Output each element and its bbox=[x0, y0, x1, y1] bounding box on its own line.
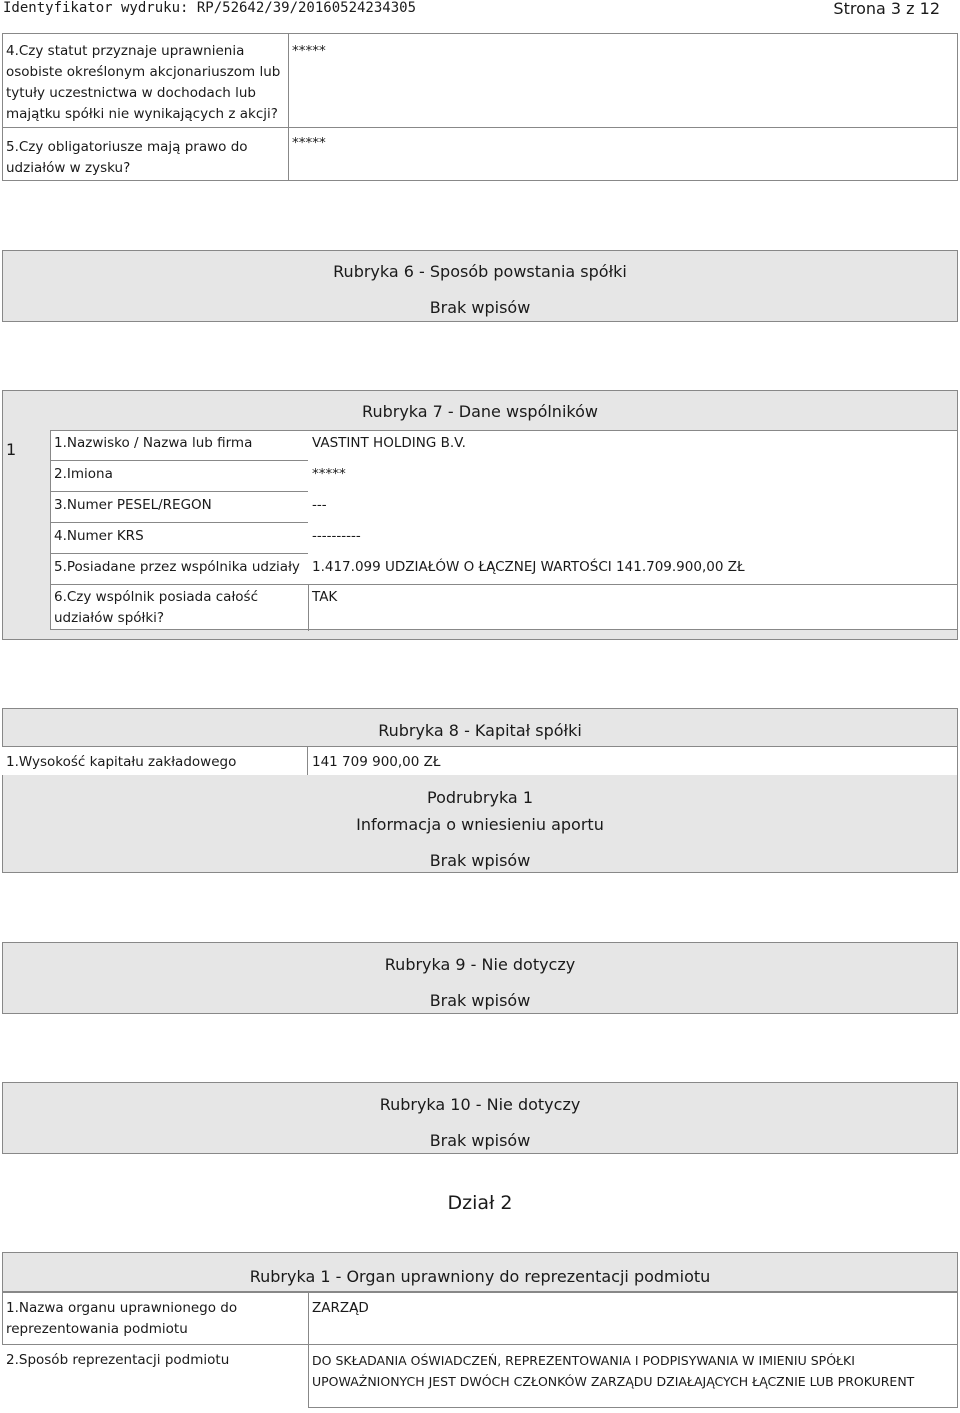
dzial2-title: Dział 2 bbox=[447, 1192, 513, 1214]
subrubryka1-subtitle: Informacja o wniesieniu aportu bbox=[356, 815, 604, 834]
rubryka7-title: Rubryka 7 - Dane wspólników bbox=[362, 402, 598, 421]
partner-pesel-label: 3.Numer PESEL/REGON bbox=[54, 497, 212, 513]
rubryka9-empty: Brak wpisów bbox=[429, 991, 531, 1010]
subrubryka1-title: Podrubryka 1 bbox=[427, 788, 533, 807]
partner-shares-label: 5.Posiadane przez wspólnika udziały bbox=[54, 559, 300, 575]
partner-all-shares-value: TAK bbox=[312, 589, 338, 605]
rubryka8-title: Rubryka 8 - Kapitał spółki bbox=[378, 721, 582, 740]
capital-value: 141 709 900,00 ZŁ bbox=[312, 754, 441, 770]
partner-krs-value: ---------- bbox=[312, 528, 361, 544]
representation-label: 2.Sposób reprezentacji podmiotu bbox=[6, 1352, 230, 1368]
partner-name-label: 1.Nazwisko / Nazwa lub firma bbox=[54, 435, 253, 451]
rubryka9-title: Rubryka 9 - Nie dotyczy bbox=[384, 955, 576, 974]
organ-name-label: 1.Nazwa organu uprawnionego do reprezentowania podmiotu bbox=[6, 1300, 238, 1337]
page-number: Strona 3 z 12 bbox=[833, 0, 940, 18]
row4-value: ***** bbox=[292, 43, 326, 59]
row5-label: 5.Czy obligatoriusze mają prawo do udziałów w zysku? bbox=[6, 139, 248, 176]
partner-all-shares-label: 6.Czy wspólnik posiada całość udziałów spółki? bbox=[54, 589, 259, 626]
capital-label: 1.Wysokość kapitału zakładowego bbox=[6, 754, 237, 770]
partner-shares-value: 1.417.099 UDZIAŁÓW O ŁĄCZNEJ WARTOŚCI 141.709.900,00 ZŁ bbox=[312, 559, 745, 575]
partner-index: 1 bbox=[6, 440, 17, 459]
subrubryka1-empty: Brak wpisów bbox=[429, 851, 531, 870]
partner-pesel-value: --- bbox=[312, 497, 327, 513]
partner-name-value: VASTINT HOLDING B.V. bbox=[312, 435, 466, 451]
representation-value: DO SKŁADANIA OŚWIADCZEŃ, REPREZENTOWANIA I PODPISYWANIA W IMIENIU SPÓŁKI UPOWAŻNIONYCH JEST DWÓCH CZŁONKÓW ZARZĄDU DZIAŁAJĄCYCH ŁĄCZNIE LUB PROKURENT bbox=[312, 1353, 915, 1389]
dzial2-rubryka1-title: Rubryka 1 - Organ uprawniony do reprezentacji podmiotu bbox=[249, 1267, 711, 1286]
partner-firstnames-label: 2.Imiona bbox=[54, 466, 113, 482]
print-identifier: Identyfikator wydruku: RP/52642/39/20160524234305 bbox=[3, 0, 417, 16]
row5-value: ***** bbox=[292, 135, 326, 151]
row4-label: 4.Czy statut przyznaje uprawnienia osobiste określonym akcjonariuszom lub tytuły uczestnictwa w dochodach lub majątku spółki nie wynikających z akcji? bbox=[6, 43, 281, 122]
partner-krs-label: 4.Numer KRS bbox=[54, 528, 144, 544]
rubryka10-title: Rubryka 10 - Nie dotyczy bbox=[379, 1095, 581, 1114]
rubryka6-empty: Brak wpisów bbox=[429, 298, 531, 317]
partner-firstnames-value: ***** bbox=[312, 466, 346, 482]
rubryka10-empty: Brak wpisów bbox=[429, 1131, 531, 1150]
organ-name-value: ZARZĄD bbox=[312, 1300, 369, 1316]
rubryka6-title: Rubryka 6 - Sposób powstania spółki bbox=[333, 262, 627, 281]
